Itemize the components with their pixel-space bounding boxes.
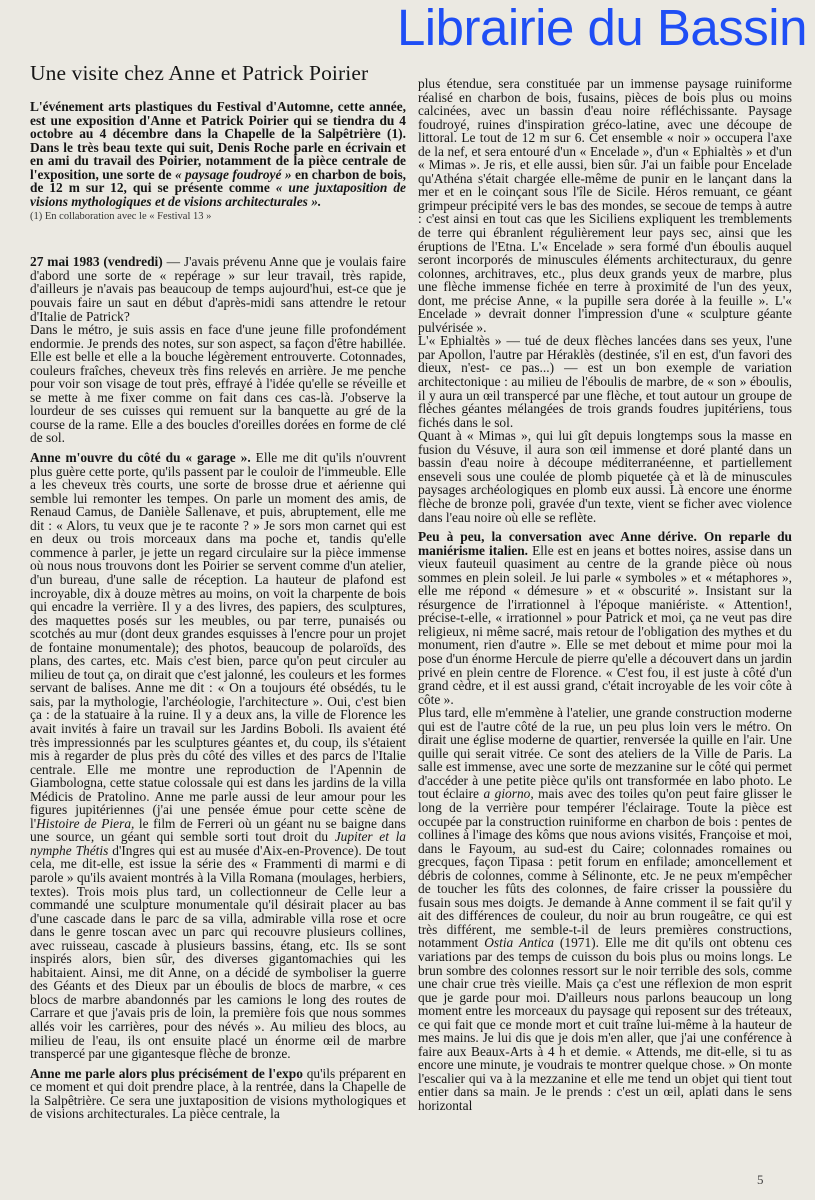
paragraph: Dans le métro, je suis assis en face d'une jeune fille profondément endormie. Je prends des notes, sur son aspect, sa façon d'être habillée. Elle est belle et elle a la bouche légèrement entrouverte. Cotonnades, couleurs fraîches, cheveux très fins relevés en arrière. Je me penche pour voir son visage de tout près, effrayé à l'idée qu'elle se réveille et se mette à me fixer comme on fait dans ces cas-là. J'observe la lourdeur de ses cuisses qui remuent sur la banquette au gré de la course de la rame. Elle a des boucles d'oreilles dorées en forme de clé de sol. xyxy=(30,322,406,446)
paragraph: Quant à « Mimas », qui lui gît depuis longtemps sous la masse en fusion du Vésuve, il aura son œil immense et doré planté dans un bassin d'eau noire à découpe méditerranéenne, et partiellement enseveli sous une coulée de plomb piquetée çà et là de minuscules paysages archéologiques en plomb eux aussi. Là encore une énorme flèche de bronze poli, gravée d'un texte, vient se ficher avec violence dans l'eau noire où elle se reflète. xyxy=(418,428,792,525)
intro-text: L'événement arts plastiques du Festival d'Automne, cette année, est une exposition d'Anne et Patrick Poirier qui se tiendra du 4 octobre au 4 décembre dans la Chapelle de la Salpêtrière (1). Dans le très beau texte qui suit, Denis Roche parle en écrivain et en ami du travail des Poirier, notamment de la pièce centrale de l'exposition, une sorte de xyxy=(30,99,406,182)
date-heading: 27 mai 1983 (vendredi) xyxy=(30,254,163,270)
paragraph xyxy=(30,255,406,323)
paragraph-text: qu'ils préparent en ce moment et qui doit prendre place, à la rentrée, dans la Chapelle de la Salpêtrière. Ce sera une juxtaposition de visions mythologiques et de visions architecturales. La pièce centrale, la xyxy=(30,1065,406,1122)
paragraph-text: Elle est en jeans et bottes noires, assise dans un vieux fauteuil quasiment au centre de la grande pièce où nous sommes en plein soleil. Je lui parle « symboles » et « métaphores », elle me répond « démesure » et « obscurité ». Insistant sur la résurgence de l'irrationnel à l'époque maniériste. « Attention!, précise-t-elle, « irrationnel » pour Patrick et moi, ça ne veut pas dire religieux, ni même sacré, mais retour de l'obligation des mythes et du monument, rien d'autre ». Elle se met debout et mime pour moi la pose d'un énorme Hercule de pierre qu'elle a découvert dans un jardin privé en plein centre de Florence. « C'est fou, il est juste à côté d'un grand cèdre, et il est aussi grand, c'était incroyable de les voir côte à côte ». xyxy=(418,542,793,707)
intro-text: en charbon de bois, de 12 m sur 12, qui se présente comme xyxy=(30,166,407,196)
page-number: 5 xyxy=(757,1172,764,1187)
intro-quote: « paysage foudroyé » xyxy=(174,166,292,182)
paragraph-text: le film de Ferreri où un géant nu se baigne dans une source, un géant qui semble sorti tout droit du xyxy=(30,815,407,845)
intro-paragraph xyxy=(30,100,406,208)
lead-in: Peu à peu, la conversation avec Anne dérive. On reparle du maniérisme italien. xyxy=(418,529,792,558)
paragraph-text: (1971). Elle me dit qu'ils ont obtenu ces variations par des temps de cuisson du bois plus ou moins longs. Le brun sombre des colonnes ressort sur le noir terrible des sols, comme une chair crue très vieille. Mais ça c'est une réflexion de mon esprit que je garde pour moi. D'ailleurs nous parlons beaucoup un long moment entre les morceaux du paysage qui reposent sur des tréteaux, ce qui fait que ce monde mort et cuit traîne lui-même à la hauteur de mes mains. Je lui dis que je dois m'en aller, que j'ai une conférence à faire aux Beaux-Arts à 4 h et demie. « Attends, me dit-elle, si tu as encore une minute, je voudrais te montrer quelque chose. » On monte l'escalier qui va à la mezzanine et elle me tend un objet qui tient tout entier dans sa main. Je le prends : c'est un œil, aplati dans le sens horizontal xyxy=(418,935,793,1114)
lead-in: Anne me parle alors plus précisément de l'expo xyxy=(30,1065,303,1081)
paragraph xyxy=(418,706,792,1112)
intro-quote: « une juxtaposition de visions mythologiques et de visions architecturales ». xyxy=(30,180,406,209)
paragraph-text: — J'avais prévenu Anne que je voulais faire d'abord une sorte de « repérage » sur leur travail, très rapide, d'ailleurs je n'avais pas beaucoup de temps aujourd'hui, est-ce que je pouvais faire un saut en début d'après-midi sans attendre le retour d'Italie de Patrick? xyxy=(30,254,406,324)
paragraph-text: Plus tard, elle m'emmène à l'atelier, une grande construction moderne qui est de l'autre côté de la rue, un peu plus loin vers le métro. On dirait une église moderne de quartier, renversée la quille en l'air. Une quille qui serait vitrée. Ce sont des ateliers de la Ville de Paris. La salle est immense, avec une sorte de mezzanine sur le côté qui permet d'accéder à une petite pièce qu'ils ont transformée en labo photo. Le tout éclaire xyxy=(418,705,792,802)
lead-in: Anne m'ouvre du côté du « garage ». xyxy=(30,450,251,466)
paragraph-text: Elle me dit qu'ils n'ouvrent plus guère cette porte, qu'ils passent par le couloir de l'immeuble. Elle a les cheveux très courts, une sorte de brosse drue et aérienne qui semble lui remonter les tempes. On parle un moment des amis, de Renaud Camus, de Danièle Sallenave, et puis, abruptement, elle me dit : « Alors, tu veux que je te raconte ? » Je sors mon carnet qui est en deux ou trois morceaux dans ma poche et, tandis qu'elle commence à parler, je jette un regard circulaire sur la pièce immense où nous nous trouvons dont les Poirier se servent comme d'un atelier, d'un bureau, d'une salle de réception. La hauteur de plafond est incroyable, dix à douze mètres au moins, on voit la charpente de bois qui encadre la verrière. Il y a des livres, des papiers, des sculptures, des maquettes posés sur les meubles, ou par terre, punaisés ou scotchés au mur (dont deux grandes esquisses à l'encre pour un projet de fontaine monumentale); des photos, beaucoup de polaroïds, des plans, des cartes, etc. Mais c'est bien, parce qu'on peut circuler au milieu de tout ça, on dirait que c'est jalonné, les couleurs et les formes servant de balises. Anne me dit : « On a toujours été obsédés, tu le sais, par la mythologie, l'archéologie, l'architecture ». Oui, c'est bien ça : de la statuaire à la ruine. Il y a deux ans, la ville de Florence les avait invités à faire un travail sur les Jardins Boboli. Ils avaient été très impressionnés par les sculptures géantes et, du coup, ils s'étaient mis à regarder de plus près du côté des villes et des parcs de l'Italie centrale. Elle me montre une reproduction de l'Apennin de Giambologna, cette statue colossale qui est dans les jardins de la villa Médicis de Pratolino. Anne me parle aussi de leur amour pour les figures jupitériennes (j'ai une pensée émue pour cette scène de l' xyxy=(30,450,406,831)
paragraph-text: mais avec des toiles qu'on peut faire glisser le long de la verrière pour tempérer l'éclairage. Toute la pièce est occupée par la construction ruiniforme en charbon de bois : pentes de collines à l'image des kôms que nous avions visités, Françoise et moi, dans le Fayoum, au sud-est du Caire; colonnades romaines ou grecques, façon Tipasa : petit forum en enfilade; amoncellement et débris de colonnes, comme à Sélinonte, etc. Je ne peux m'empêcher de toucher les fûts des colonnes, de faire crisser la poussière du fusain sous mes doigts. Je demande à Anne comment il se fait qu'il y ait des différences de couleur, du noir au brun rougeâtre, ce qui est très différent, me semble-t-il de leurs premières constructions, notamment xyxy=(418,786,792,951)
paragraph xyxy=(30,1067,406,1121)
watermark: Librairie du Bassin xyxy=(396,0,807,56)
footnote: (1) En collaboration avec le « Festival 13 » xyxy=(30,211,212,223)
right-column xyxy=(418,77,792,1113)
left-column xyxy=(30,60,406,1121)
paragraph xyxy=(418,530,792,706)
film-title: Histoire de Piera, xyxy=(36,815,135,831)
paragraph: plus étendue, sera constituée par un immense paysage ruiniforme réalisé en charbon de bois, fusains, pièces de bois plus ou moins calcinées, avec un bassin d'eau noire réfléchissante. Paysage foudroyé, ruines d'inspiration gréco-latine, avec une découpe de littoral. Le tout de 12 m sur 6. Cet ensemble « noir » occupera l'axe de la nef, et sera entouré d'un « Encelade », d'un « Ephialtès » et d'un « Mimas ». Je ris, et elle aussi, bien sûr. J'ai un faible pour Encelade qu'Athéna s'était chargée elle-même de punir en le lançant dans la mer et en le coinçant sous l'île de Sicile. Héros remuant, ce géant grimpeur précipité vers le bas des mondes, se secoue de temps à autre : c'est ainsi en tout cas que les Siciliens expliquent les tremblements de terre qui ébranlent régulièrement leur pays sec, ainsi que les éruptions de l'Etna. L'« Encelade » sera formé d'un éboulis auquel seront incorporés de minuscules éléments architecturaux, du genre colonnes, architraves, etc., plus deux grands yeux de marbre, plus une flèche immense fichée en terre à proximité de l'un des yeux, dont, me précise Anne, « la pupille sera dorée à la feuille ». L'« Encelade » devrait donner l'impression d'une « sculpture géante pulvérisée ». xyxy=(418,76,792,335)
paragraph-text: d'Ingres qui est au musée d'Aix-en-Provence). De tout cela, me dit-elle, est issue la série des « Frammenti di marmi e di parole » qu'ils avaient montrés à la Villa Romana (moulages, herbiers, textes). Trois mois plus tard, un collectionneur de Celle leur a commandé une sculpture monumentale qu'il désirait placer au bas d'une cascade dans le parc de sa villa, admirable villa rose et ocre dans le genre toscan avec un parc qui recouvre plusieurs collines, avec ruisseau, cascade à plusieurs bassins, étang, etc. Ils se sont inspirés alors, bien sûr, des diverses gigantomachies qui les habitaient. Ainsi, me dit Anne, on a décidé de symboliser la guerre des Géants et des Dieux par un éboulis de blocs de marbre, « ces blocs de marbre abandonnés par les camions le long des routes de Carrare et que j'avais pris de loin, la première fois que nous sommes allés voir les carrières, pour des névés ». Au milieu des blocs, au milieu de l'eau, ils ont ensuite placé un énorme œil de marbre transpercé par une gigantesque flèche de bronze. xyxy=(30,842,406,1062)
paragraph xyxy=(30,451,406,1061)
artwork-title: Ostia Antica xyxy=(484,935,554,951)
italic-phrase: a giorno, xyxy=(483,786,534,802)
artwork-title: Jupiter et la nymphe Thétis xyxy=(30,829,406,858)
article-title: Une visite chez Anne et Patrick Poirier xyxy=(30,61,369,85)
paragraph: L'« Ephialtès » — tué de deux flèches lancées dans ses yeux, l'une par Apollon, l'autre par Héraklès (destinée, s'il en est, d'un favori des dieux, n'est- ce pas...) — est un bon exemple de variation architectonique : au milieu de l'éboulis de marbre, de « son » éboulis, il y aura un œil transpercé par une flèche, et tout autour un groupe de flèches géantes mélangées de trois grands foudres jupitériens, tous fichés dans le sol. xyxy=(418,333,792,430)
